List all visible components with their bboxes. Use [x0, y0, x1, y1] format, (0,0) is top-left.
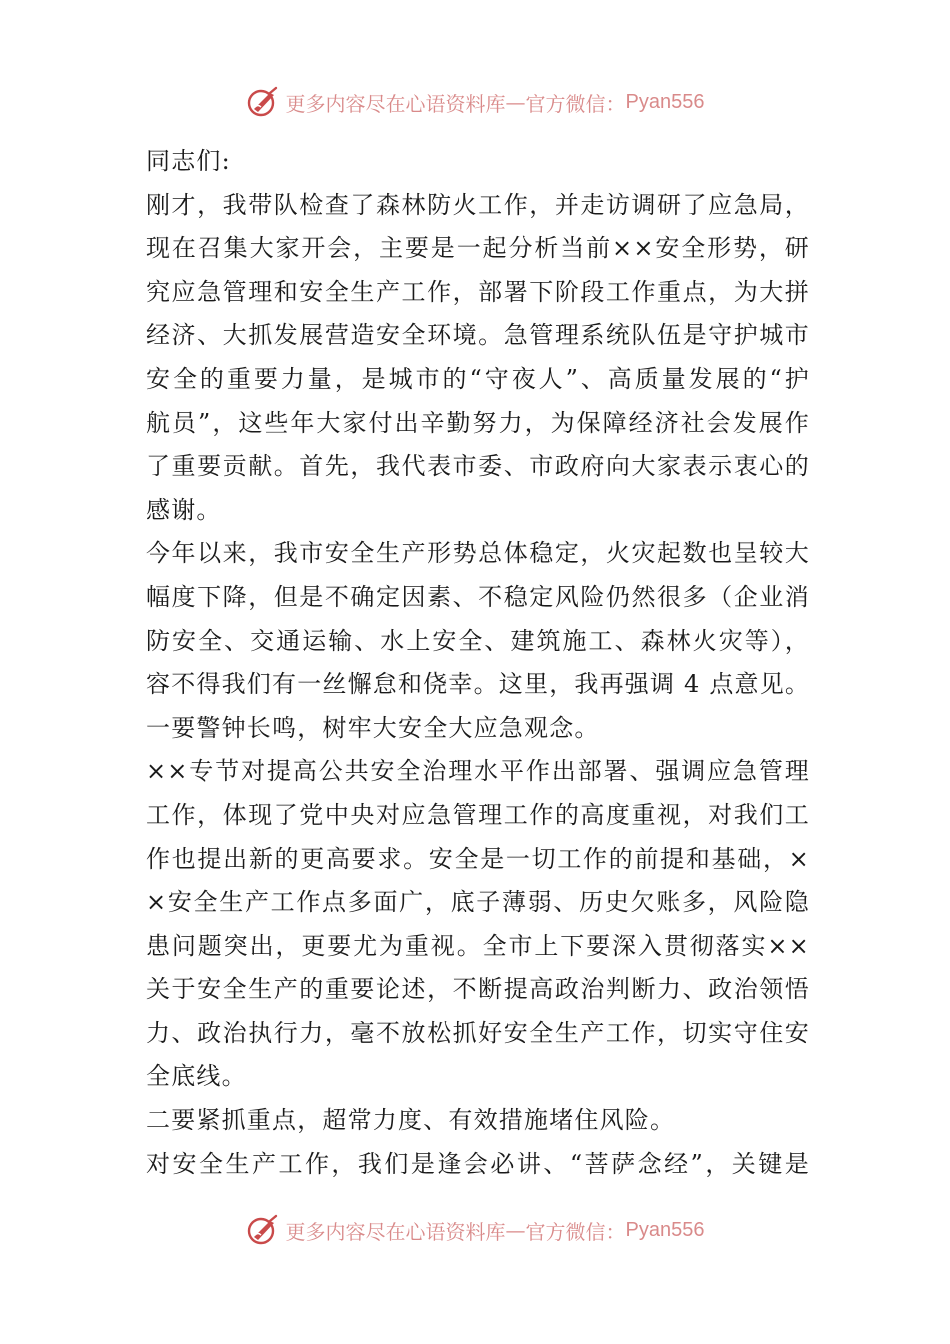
text-line: 究应急管理和安全生产工作，部署下阶段工作重点，为大拼 [146, 277, 810, 306]
text-line: 工作，体现了党中央对应急管理工作的高度重视，对我们工 [146, 800, 810, 829]
text-line: 防安全、交通运输、水上安全、建筑施工、森林火灾等）， [146, 626, 810, 655]
banner-site-text: 更多内容尽在心语资料库 [285, 91, 506, 116]
text-line: 对安全生产工作，我们是逢会必讲、“菩萨念经”，关键是 [146, 1149, 810, 1178]
text-line: 一要警钟长鸣，树牢大安全大应急观念。 [146, 713, 600, 742]
text-line: 安全的重要力量，是城市的“守夜人”、高质量发展的“护 [146, 364, 810, 393]
text-line: 关于安全生产的重要论述，不断提高政治判断力、政治领悟 [146, 975, 810, 1004]
banner-separator: — [505, 1218, 526, 1242]
text-line: 经济、大抓发展营造安全环境。急管理系统队伍是守护城市 [146, 321, 810, 350]
text-line: 刚才，我带队检查了森林防火工作，并走访调研了应急局， [146, 190, 810, 219]
text-line: 作也提出新的更高要求。安全是一切工作的前提和基础，× [146, 844, 810, 873]
text-line: 了重要贡献。首先，我代表市委、市政府向大家表示衷心的 [146, 452, 810, 481]
text-line: 现在召集大家开会，主要是一起分析当前××安全形势，研 [146, 234, 810, 263]
text-line: 容不得我们有一丝懈怠和侥幸。这里，我再强调 4 点意见。 [146, 670, 810, 699]
text-line: 航员”，这些年大家付出辛勤努力，为保障经济社会发展作 [146, 408, 810, 437]
pen-logo-icon [246, 1213, 280, 1247]
banner-separator: — [505, 90, 526, 114]
text-line: ××专节对提高公共安全治理水平作出部署、强调应急管理 [146, 757, 810, 786]
document-body [146, 140, 810, 1186]
footer-watermark-banner [0, 1210, 950, 1250]
text-line: 同志们: [146, 147, 231, 175]
text-line: 患问题突出，更要尤为重视。全市上下要深入贯彻落实×× [146, 931, 810, 960]
text-line: 二要紧抓重点，超常力度、有效措施堵住风险。 [146, 1106, 676, 1135]
header-watermark-banner [0, 82, 950, 122]
pen-logo-icon [246, 85, 280, 119]
banner-handle: Pyan556 [625, 1218, 705, 1241]
text-line: 感谢。 [146, 495, 222, 524]
text-line: 力、政治执行力，毫不放松抓好安全生产工作，切实守住安 [146, 1018, 810, 1047]
text-line: 幅度下降，但是不确定因素、不稳定风险仍然很多（企业消 [146, 582, 810, 611]
banner-contact-label: 官方微信： [525, 1219, 626, 1244]
banner-site-text: 更多内容尽在心语资料库 [285, 1219, 506, 1244]
text-line: ×安全生产工作点多面广，底子薄弱、历史欠账多，风险隐 [146, 888, 810, 917]
text-line: 今年以来，我市安全生产形势总体稳定，火灾起数也呈较大 [146, 539, 810, 568]
banner-contact-label: 官方微信： [525, 91, 626, 116]
banner-handle: Pyan556 [625, 90, 705, 113]
text-line: 全底线。 [146, 1062, 247, 1091]
